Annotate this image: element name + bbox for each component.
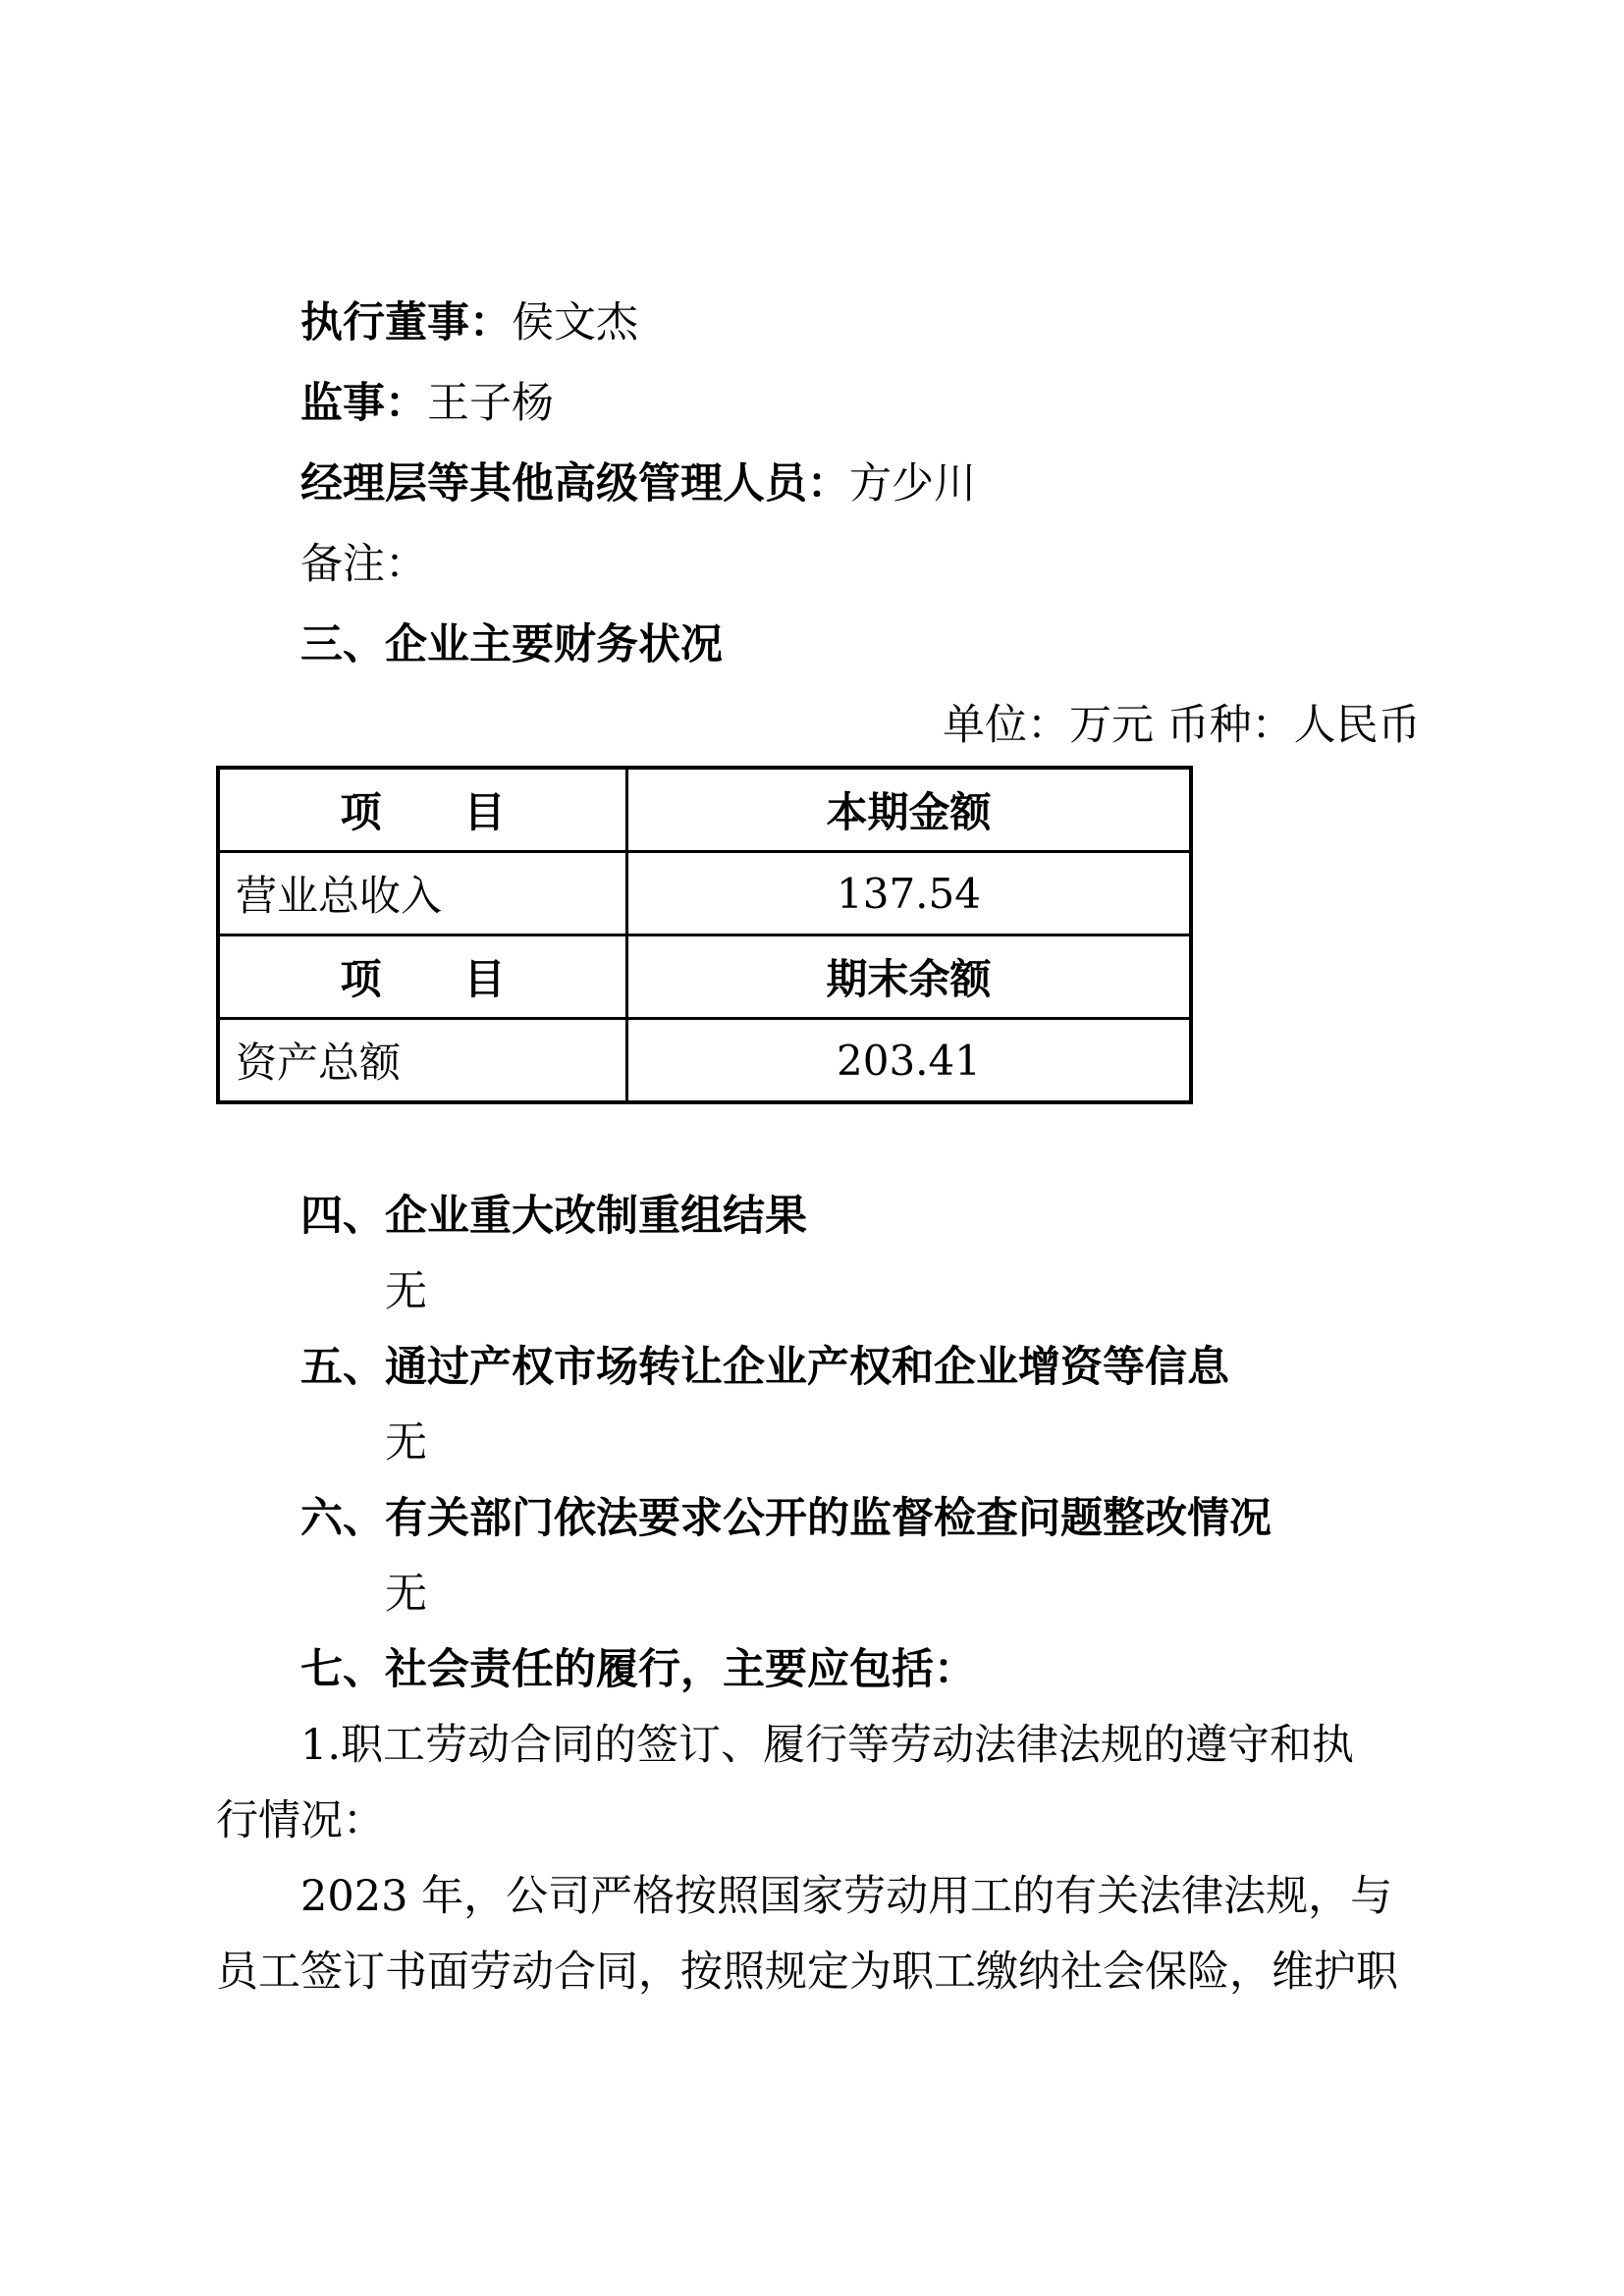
table-row xyxy=(218,1019,1191,1103)
section-5-content: 无 xyxy=(385,1418,427,1468)
supervisor-label: 监事： xyxy=(300,379,427,428)
table-row xyxy=(218,852,1191,935)
total-assets-label: 资产总额 xyxy=(218,1019,627,1103)
senior-managers-line xyxy=(216,444,1400,524)
table-header-ending-balance: 期末余额 xyxy=(627,935,1192,1019)
unit-currency-note: 单位：万元 币种：人民币 xyxy=(943,701,1421,750)
senior-managers-name: 方少川 xyxy=(849,459,976,508)
table-header-item-2: 项 目 xyxy=(218,935,627,1019)
table-row xyxy=(218,935,1191,1019)
social-paragraph-line-3: 2023 年，公司严格按照国家劳动用工的有关法律法规，与 xyxy=(300,1872,1393,1921)
section-4-content: 无 xyxy=(385,1267,427,1316)
total-revenue-label: 营业总收入 xyxy=(218,852,627,935)
table-row xyxy=(218,768,1191,852)
remarks-line xyxy=(216,524,1400,605)
remarks-label: 备注： xyxy=(300,540,427,589)
finance-table xyxy=(216,766,1193,1104)
total-assets-value: 203.41 xyxy=(627,1019,1192,1103)
officers-section xyxy=(216,283,1421,766)
senior-managers-label: 经理层等其他高级管理人员： xyxy=(300,459,849,508)
exec-director-line xyxy=(216,283,1400,363)
section-4-heading: 四、企业重大改制重组结果 xyxy=(300,1192,807,1241)
section-6-content: 无 xyxy=(385,1570,427,1619)
social-paragraph-line-4: 员工签订书面劳动合同，按照规定为职工缴纳社会保险，维护职 xyxy=(216,1948,1398,1997)
section-5-heading: 五、通过产权市场转让企业产权和企业增资等信息 xyxy=(300,1343,1229,1392)
exec-director-label: 执行董事： xyxy=(300,298,512,347)
sections-block xyxy=(216,1179,1400,2010)
supervisor-line xyxy=(216,363,1400,444)
total-revenue-value: 137.54 xyxy=(627,852,1192,935)
table-header-current-amount: 本期金额 xyxy=(627,768,1192,852)
exec-director-name: 侯文杰 xyxy=(512,298,638,347)
supervisor-name: 王子杨 xyxy=(427,379,554,428)
table-header-item: 项 目 xyxy=(218,768,627,852)
social-paragraph-line-1: 1.职工劳动合同的签订、履行等劳动法律法规的遵守和执 xyxy=(300,1721,1355,1770)
social-paragraph-line-2: 行情况： xyxy=(216,1796,385,1845)
section-3-heading: 三、企业主要财务状况 xyxy=(300,620,723,669)
section-6-heading: 六、有关部门依法要求公开的监督检查问题整改情况 xyxy=(300,1494,1272,1543)
section-7-heading: 七、社会责任的履行，主要应包括： xyxy=(300,1645,976,1694)
